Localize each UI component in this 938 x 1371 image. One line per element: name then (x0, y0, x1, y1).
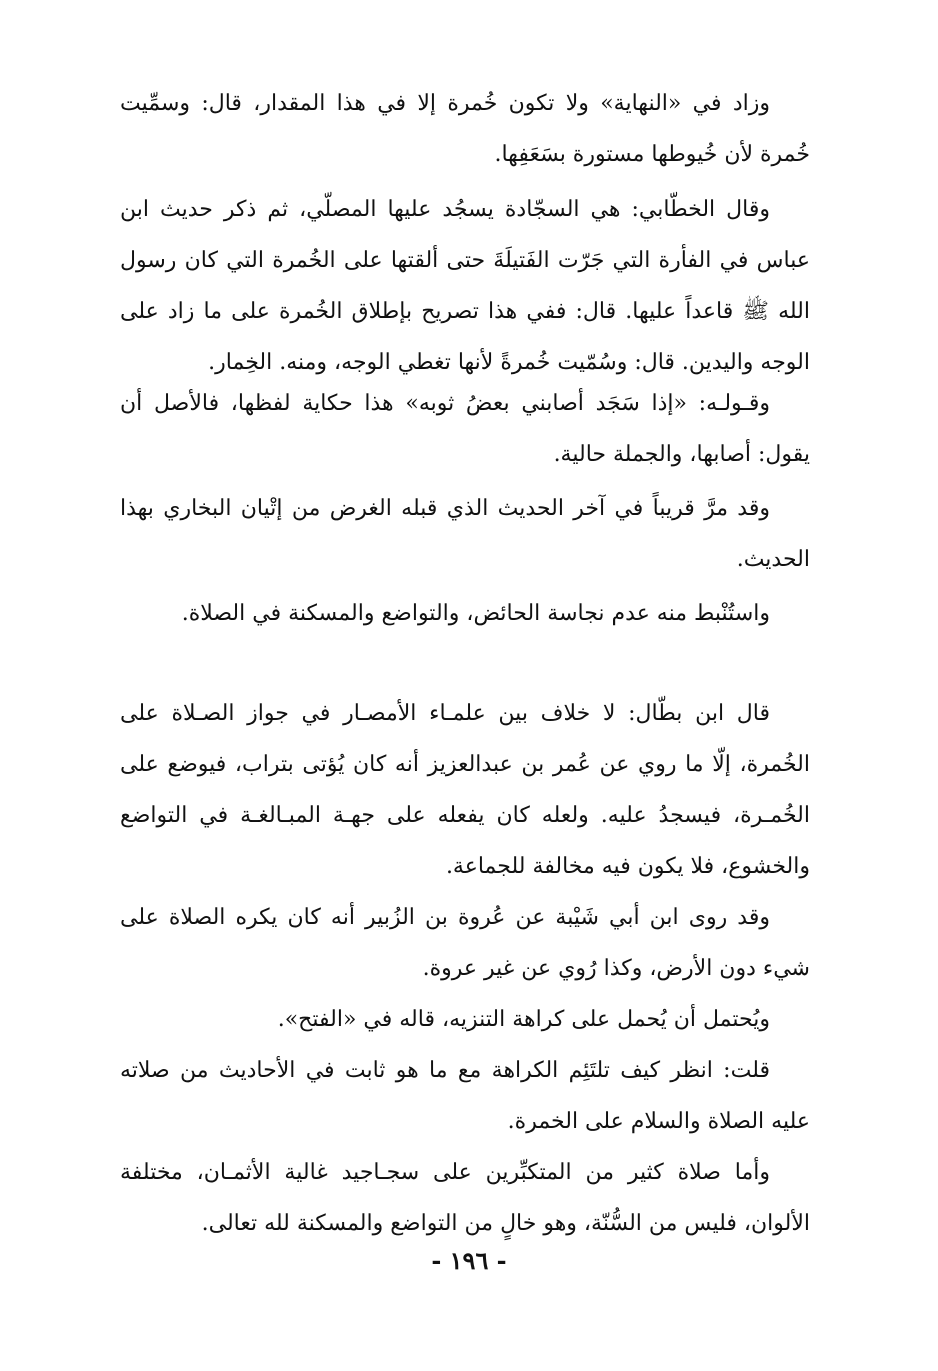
paragraph: واستُنْبط منه عدم نجاسة الحائض، والتواضع والمسكنة في الصلاة. (181, 601, 770, 626)
page-number: - ١٩٦ - (431, 1246, 507, 1275)
paragraph: وأما صلاة كثير من المتكبِّرين على سجـاجيد غالية الأثمـان، مختلفة الألوان، فليس من السُّنّة، وهو خالٍ من التواضع والمسكنة لله تعالى. (120, 1160, 810, 1236)
paragraph: ويُحتمل أن يُحمل على كراهة التنزيه، قاله في «الفتح». (277, 1007, 770, 1032)
paragraph: وقد مرَّ قريباً في آخر الحديث الذي قبله الغرض من إتْيان البخاري بهذا الحديث. (120, 496, 810, 572)
text-block (120, 483, 810, 585)
paragraph: وزاد في «النهاية» ولا تكون خُمرة إلا في هذا المقدار، قال: وسمِّيت خُمرة لأن خُيوطها مستورة بسَعَفِها. (120, 91, 810, 167)
text-block (120, 78, 810, 180)
paragraph: قال ابن بطّال: لا خلاف بين علمـاء الأمصـار في جواز الصـلاة على الخُمرة، إلّا ما روي عن عُمر بن عبدالعزيز أنه كان يُؤتى بتراب، فيوضع على الخُمـرة، فيسجدُ عليه. ولعله كان يفعله على جهـة المبـالغـة في التواضع والخشوع، فلا يكون فيه مخالفة للجماعة. (120, 701, 810, 879)
paragraph: قلت: انظر كيف تلتَئِم الكراهة مع ما هو ثابت في الأحاديث من صلاته عليه الصلاة والسلام على الخمرة. (120, 1058, 810, 1134)
paragraph: وقد روى ابن أبي شَيْبة عن عُروة بن الزُبير أنه كان يكره الصلاة على شيء دون الأرض، وكذا رُوي عن غير عروة. (120, 905, 810, 981)
text-block (120, 378, 810, 480)
paragraph: وقـولـه: «إذا سَجَد أصابني بعضُ ثوبه» هذا حكاية لفظها، فالأصل أن يقول: أصابها، والجملة حالية. (120, 391, 810, 467)
text-block (120, 688, 810, 1249)
text-block (120, 588, 810, 639)
text-block (120, 184, 810, 388)
paragraph: وقال الخطّابي: هي السجّادة يسجُد عليها المصلّي، ثم ذكر حديث ابن عباس في الفأرة التي جَرّت الفَتيلَةَ حتى ألقتها على الخُمرة التي كان رسول الله ﷺ قاعداً عليها. قال: ففي هذا تصريح بإطلاق الخُمرة على ما زاد على الوجه واليدين. قال: وسُمّيت خُمرةً لأنها تغطي الوجه، ومنه. الخِمار. (120, 197, 810, 375)
